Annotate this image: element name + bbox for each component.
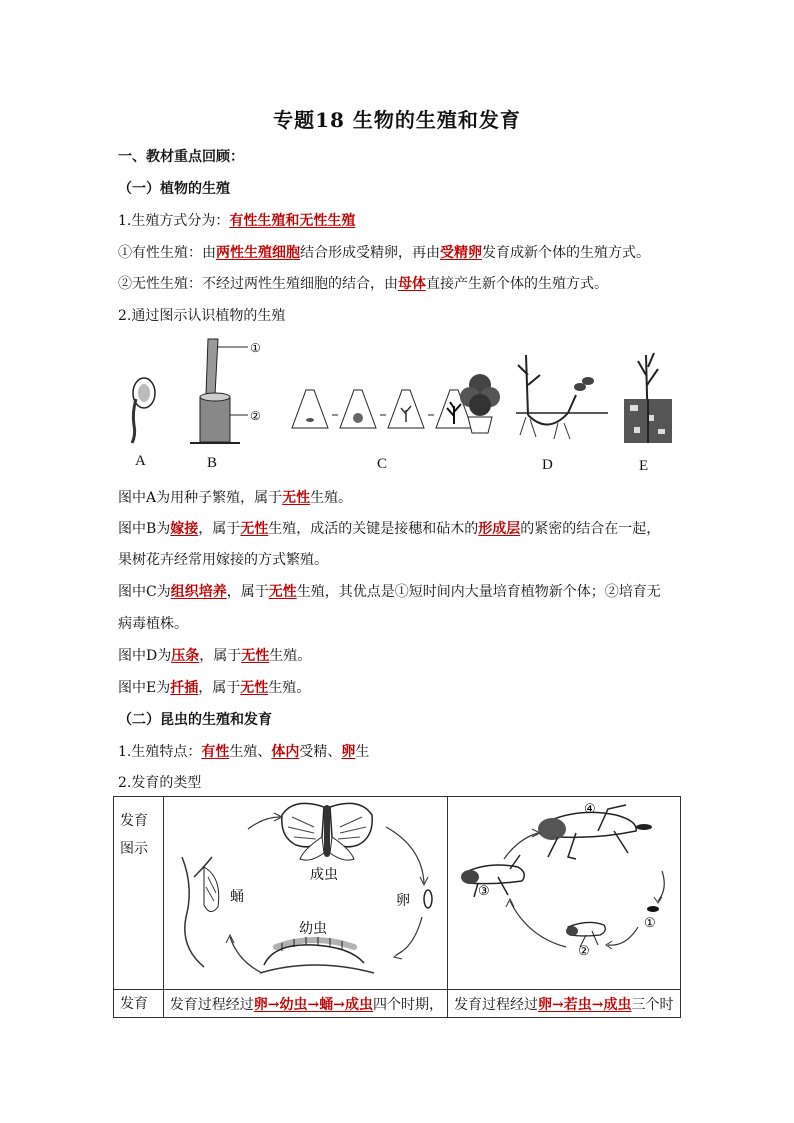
locust-egg	[647, 906, 659, 912]
subsection-plant-reproduction: （一）植物的生殖	[118, 181, 230, 197]
text: 生殖。	[310, 490, 353, 506]
section-heading: 一、教材重点回顾：	[118, 149, 244, 165]
text: 三个时	[631, 997, 674, 1013]
text: 图中A为用种子繁殖，属于	[118, 490, 283, 506]
marker-1: ①	[250, 341, 261, 355]
text: 直接产生新个体的生殖方式。	[426, 276, 608, 292]
paragraph-reproduction-features	[118, 741, 369, 761]
answer: 无性	[282, 490, 311, 506]
paragraph-c-cont: 病毒植株。	[118, 616, 188, 632]
paragraph-asexual	[118, 273, 608, 293]
answer: 无性	[268, 584, 297, 600]
locust-life-cycle-diagram	[448, 797, 680, 989]
text: 生殖，其优点是①短时间内大量培育植物新个体；②培育无	[296, 584, 661, 600]
paragraph-sexual	[118, 242, 650, 262]
marker-1: ①	[644, 916, 656, 931]
label-line: 发育	[120, 813, 148, 829]
marker-2: ②	[250, 409, 261, 423]
paragraph-reproduction-types	[118, 210, 355, 230]
pupa-illustration	[182, 857, 219, 967]
text: 受精、	[299, 744, 342, 760]
text: ①有性生殖：由	[118, 245, 216, 261]
text: ，属于	[198, 521, 241, 537]
text: ，属于	[226, 584, 269, 600]
answer: 压条	[171, 648, 200, 664]
answer: 受精卵	[440, 245, 482, 261]
egg-label: 卵	[395, 893, 410, 909]
answer: 卵→幼虫→蛹→成虫	[253, 997, 373, 1013]
text: 四个时期，	[373, 997, 443, 1013]
text: ②无性生殖：不经过两性生殖细胞的结合，由	[118, 276, 398, 292]
table-cell-label: 发育	[114, 990, 164, 1018]
incomplete-metamorphosis-text	[448, 990, 681, 1018]
paragraph-d	[118, 645, 311, 665]
answer: 扦插	[170, 680, 199, 696]
answer: 体内	[271, 744, 300, 760]
paragraph-b	[118, 518, 660, 538]
text: 生殖，成活的关键是接穗和砧木的	[268, 521, 479, 537]
text: 的紧密的结合在一起，	[520, 521, 661, 537]
page-title: 专题18 生物的生殖和发育	[273, 108, 521, 132]
answer: 无性	[241, 648, 270, 664]
adult-label: 成虫	[309, 867, 338, 883]
answer: 有性	[201, 744, 230, 760]
seed-germination-illustration	[132, 378, 155, 443]
text: ，属于	[198, 680, 241, 696]
development-table	[113, 796, 681, 1018]
text: 1.生殖特点：	[118, 744, 202, 760]
paragraph-figure-intro: 2.通过图示认识植物的生殖	[118, 308, 286, 324]
layering-illustration	[516, 355, 608, 439]
text: 生	[355, 744, 370, 760]
butterfly-illustration	[282, 803, 372, 860]
butterfly-life-cycle-diagram	[164, 797, 444, 989]
table-row	[114, 990, 681, 1018]
text: 图中B为	[118, 521, 171, 537]
text: 1.生殖方式分为：	[118, 213, 230, 229]
paragraph-b-cont: 果树花卉经常用嫁接的方式繁殖。	[118, 552, 328, 568]
text: 结合形成受精卵，再由	[300, 245, 440, 261]
figure-label-a: A	[135, 453, 146, 469]
answer: 两性生殖细胞	[216, 245, 300, 261]
answer: 形成层	[478, 521, 521, 537]
text: 发育过程经过	[454, 997, 538, 1013]
text: ，属于	[199, 648, 242, 664]
table-cell-label	[114, 797, 164, 990]
text: 发育过程经过	[169, 997, 254, 1013]
paragraph-c	[118, 581, 661, 601]
plant-reproduction-figure	[118, 335, 678, 475]
pupa-label: 蛹	[229, 889, 244, 905]
text: 图中E为	[118, 680, 171, 696]
figure-label-e: E	[639, 458, 649, 474]
marker-3: ③	[478, 884, 490, 899]
subsection-insect-reproduction: （二）昆虫的生殖和发育	[118, 712, 272, 728]
paragraph-e	[118, 677, 310, 697]
marker-4: ④	[584, 802, 596, 817]
text: 发育成新个体的生殖方式。	[482, 245, 650, 261]
answer: 组织培养	[170, 584, 227, 600]
marker-2: ②	[578, 944, 590, 959]
paragraph-development-types: 2.发育的类型	[118, 775, 202, 791]
nymph-large-illustration	[461, 855, 524, 897]
tissue-culture-illustration	[292, 374, 500, 433]
answer: 嫁接	[170, 521, 199, 537]
text: 图中D为	[118, 648, 172, 664]
answer: 有性生殖和无性生殖	[229, 213, 356, 229]
larva-label: 幼虫	[298, 921, 327, 937]
text: 图中C为	[118, 584, 171, 600]
complete-metamorphosis-cell	[163, 797, 447, 990]
figure-label-b: B	[207, 455, 218, 471]
answer: 无性	[240, 521, 269, 537]
label-line: 图示	[120, 841, 148, 857]
answer: 母体	[398, 276, 426, 292]
text: 生殖。	[268, 680, 311, 696]
complete-metamorphosis-text	[163, 990, 447, 1018]
cutting-illustration	[624, 353, 672, 443]
answer: 卵	[341, 744, 356, 760]
figure-label-d: D	[542, 457, 553, 473]
incomplete-metamorphosis-cell	[448, 797, 681, 990]
larva-illustration	[260, 937, 374, 973]
text: 生殖。	[269, 648, 312, 664]
grafting-illustration	[190, 339, 261, 443]
figure-label-c: C	[377, 456, 388, 472]
answer: 无性	[240, 680, 269, 696]
table-row	[114, 797, 681, 990]
text: 生殖、	[229, 744, 272, 760]
paragraph-a	[118, 487, 352, 507]
answer: 卵→若虫→成虫	[538, 997, 632, 1013]
